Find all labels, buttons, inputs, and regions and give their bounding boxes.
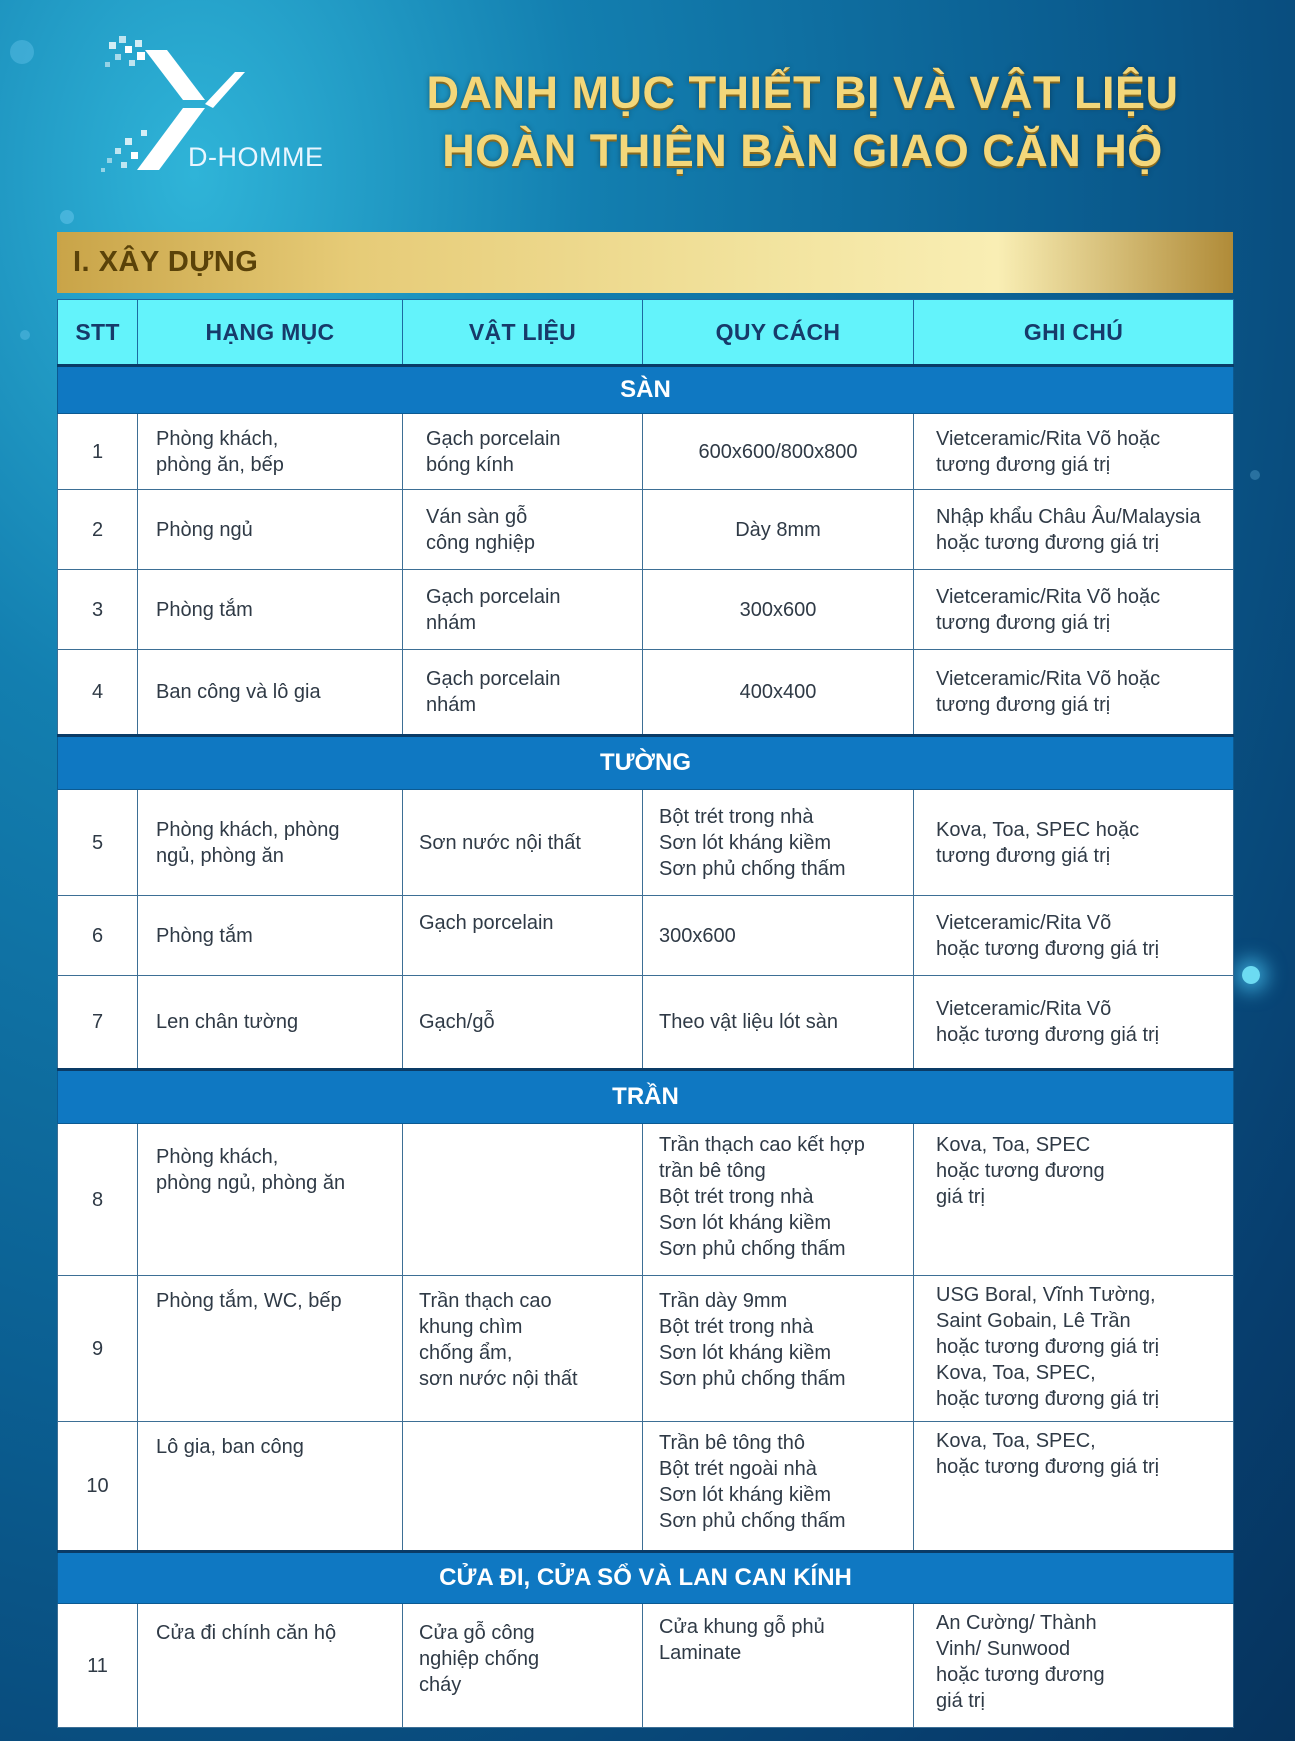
section-header <box>57 232 1233 293</box>
cell-ghi-chu: Vietceramic/Rita Võ hoặc tương đương giá trị <box>914 650 1234 736</box>
cell-quy-cach: Trần dày 9mm Bột trét trong nhà Sơn lót kháng kiềm Sơn phủ chống thấm <box>643 1276 914 1422</box>
group-label: SÀN <box>58 366 1234 414</box>
group-label: TRẦN <box>58 1070 1234 1124</box>
title-line-2: HOÀN THIỆN BÀN GIAO CĂN HỘ <box>442 125 1163 176</box>
group-label: CỬA ĐI, CỬA SỔ VÀ LAN CAN KÍNH <box>58 1552 1234 1604</box>
cell-vat-lieu: Trần thạch cao khung chìm chống ẩm, sơn nước nội thất <box>403 1276 643 1422</box>
cell-vat-lieu: Gạch/gỗ <box>403 976 643 1070</box>
bokeh-light <box>1250 470 1260 480</box>
cell-vat-lieu: Gạch porcelain nhám <box>403 570 643 650</box>
cell-stt: 7 <box>58 976 138 1070</box>
table-row <box>58 1604 1234 1728</box>
cell-quy-cach: Cửa khung gỗ phủ Laminate <box>643 1604 914 1728</box>
bokeh-light <box>1242 966 1260 984</box>
cell-stt: 5 <box>58 790 138 896</box>
cell-quy-cach: 300x600 <box>643 570 914 650</box>
cell-hang-muc: Phòng ngủ <box>138 490 403 570</box>
cell-vat-lieu: Ván sàn gỗ công nghiệp <box>403 490 643 570</box>
cell-vat-lieu: Cửa gỗ công nghiệp chống cháy <box>403 1604 643 1728</box>
table-row <box>58 414 1234 490</box>
cell-hang-muc: Phòng khách, phòng ngủ, phòng ăn <box>138 1124 403 1276</box>
cell-stt: 8 <box>58 1124 138 1276</box>
table-row <box>58 1276 1234 1422</box>
cell-hang-muc: Ban công và lô gia <box>138 650 403 736</box>
cell-vat-lieu: Gạch porcelain <box>403 896 643 976</box>
table-row <box>58 570 1234 650</box>
section-title: I. XÂY DỰNG <box>73 246 259 278</box>
page-title <box>380 64 1225 180</box>
table-row <box>58 1422 1234 1552</box>
cell-vat-lieu: Gạch porcelain nhám <box>403 650 643 736</box>
group-row-cua <box>58 1552 1234 1604</box>
group-label: TƯỜNG <box>58 736 1234 790</box>
header-stt: STT <box>58 300 138 366</box>
cell-hang-muc: Phòng tắm <box>138 896 403 976</box>
cell-vat-lieu <box>403 1124 643 1276</box>
cell-ghi-chu: USG Boral, Vĩnh Tường, Saint Gobain, Lê Trần hoặc tương đương giá trị Kova, Toa, SPEC, hoặc tương đương giá trị <box>914 1276 1234 1422</box>
cell-vat-lieu: Gạch porcelain bóng kính <box>403 414 643 490</box>
cell-quy-cach: Dày 8mm <box>643 490 914 570</box>
cell-quy-cach: Bột trét trong nhà Sơn lót kháng kiềm Sơn phủ chống thấm <box>643 790 914 896</box>
cell-stt: 6 <box>58 896 138 976</box>
materials-table <box>57 299 1234 1728</box>
header-hang-muc: HẠNG MỤC <box>138 300 403 366</box>
cell-stt: 4 <box>58 650 138 736</box>
table-row <box>58 896 1234 976</box>
cell-hang-muc: Len chân tường <box>138 976 403 1070</box>
cell-hang-muc: Cửa đi chính căn hộ <box>138 1604 403 1728</box>
cell-vat-lieu <box>403 1422 643 1552</box>
group-row-tran <box>58 1070 1234 1124</box>
cell-hang-muc: Phòng tắm <box>138 570 403 650</box>
table-row <box>58 976 1234 1070</box>
cell-quy-cach: 400x400 <box>643 650 914 736</box>
cell-stt: 3 <box>58 570 138 650</box>
cell-ghi-chu: Kova, Toa, SPEC, hoặc tương đương giá trị <box>914 1422 1234 1552</box>
cell-quy-cach: Theo vật liệu lót sàn <box>643 976 914 1070</box>
table-row <box>58 650 1234 736</box>
cell-stt: 1 <box>58 414 138 490</box>
cell-ghi-chu: An Cường/ Thành Vinh/ Sunwood hoặc tương đương giá trị <box>914 1604 1234 1728</box>
table-row <box>58 790 1234 896</box>
header-ghi-chu: GHI CHÚ <box>914 300 1234 366</box>
cell-ghi-chu: Vietceramic/Rita Võ hoặc tương đương giá trị <box>914 414 1234 490</box>
header-vat-lieu: VẬT LIỆU <box>403 300 643 366</box>
cell-stt: 11 <box>58 1604 138 1728</box>
cell-ghi-chu: Kova, Toa, SPEC hoặc tương đương giá trị <box>914 1124 1234 1276</box>
cell-vat-lieu: Sơn nước nội thất <box>403 790 643 896</box>
cell-hang-muc: Phòng khách, phòng ngủ, phòng ăn <box>138 790 403 896</box>
group-row-tuong <box>58 736 1234 790</box>
cell-hang-muc: Phòng khách, phòng ăn, bếp <box>138 414 403 490</box>
table-row <box>58 490 1234 570</box>
header-quy-cach: QUY CÁCH <box>643 300 914 366</box>
cell-quy-cach: Trần bê tông thô Bột trét ngoài nhà Sơn lót kháng kiềm Sơn phủ chống thấm <box>643 1422 914 1552</box>
cell-stt: 10 <box>58 1422 138 1552</box>
cell-hang-muc: Phòng tắm, WC, bếp <box>138 1276 403 1422</box>
table-header-row <box>58 300 1234 366</box>
cell-ghi-chu: Vietceramic/Rita Võ hoặc tương đương giá trị <box>914 570 1234 650</box>
title-line-1: DANH MỤC THIẾT BỊ VÀ VẬT LIỆU <box>426 67 1179 118</box>
cell-ghi-chu: Vietceramic/Rita Võ hoặc tương đương giá trị <box>914 976 1234 1070</box>
brand-name: D-HOMME <box>188 142 324 172</box>
bokeh-light <box>20 330 30 340</box>
cell-ghi-chu: Kova, Toa, SPEC hoặc tương đương giá trị <box>914 790 1234 896</box>
bokeh-light <box>10 40 34 64</box>
cell-quy-cach: 300x600 <box>643 896 914 976</box>
cell-ghi-chu: Nhập khẩu Châu Âu/Malaysia hoặc tương đương giá trị <box>914 490 1234 570</box>
group-row-san <box>58 366 1234 414</box>
cell-hang-muc: Lô gia, ban công <box>138 1422 403 1552</box>
table-row <box>58 1124 1234 1276</box>
bokeh-light <box>60 210 74 224</box>
cell-ghi-chu: Vietceramic/Rita Võ hoặc tương đương giá trị <box>914 896 1234 976</box>
cell-quy-cach: Trần thạch cao kết hợp trần bê tông Bột trét trong nhà Sơn lót kháng kiềm Sơn phủ chống thấm <box>643 1124 914 1276</box>
cell-quy-cach: 600x600/800x800 <box>643 414 914 490</box>
cell-stt: 2 <box>58 490 138 570</box>
cell-stt: 9 <box>58 1276 138 1422</box>
